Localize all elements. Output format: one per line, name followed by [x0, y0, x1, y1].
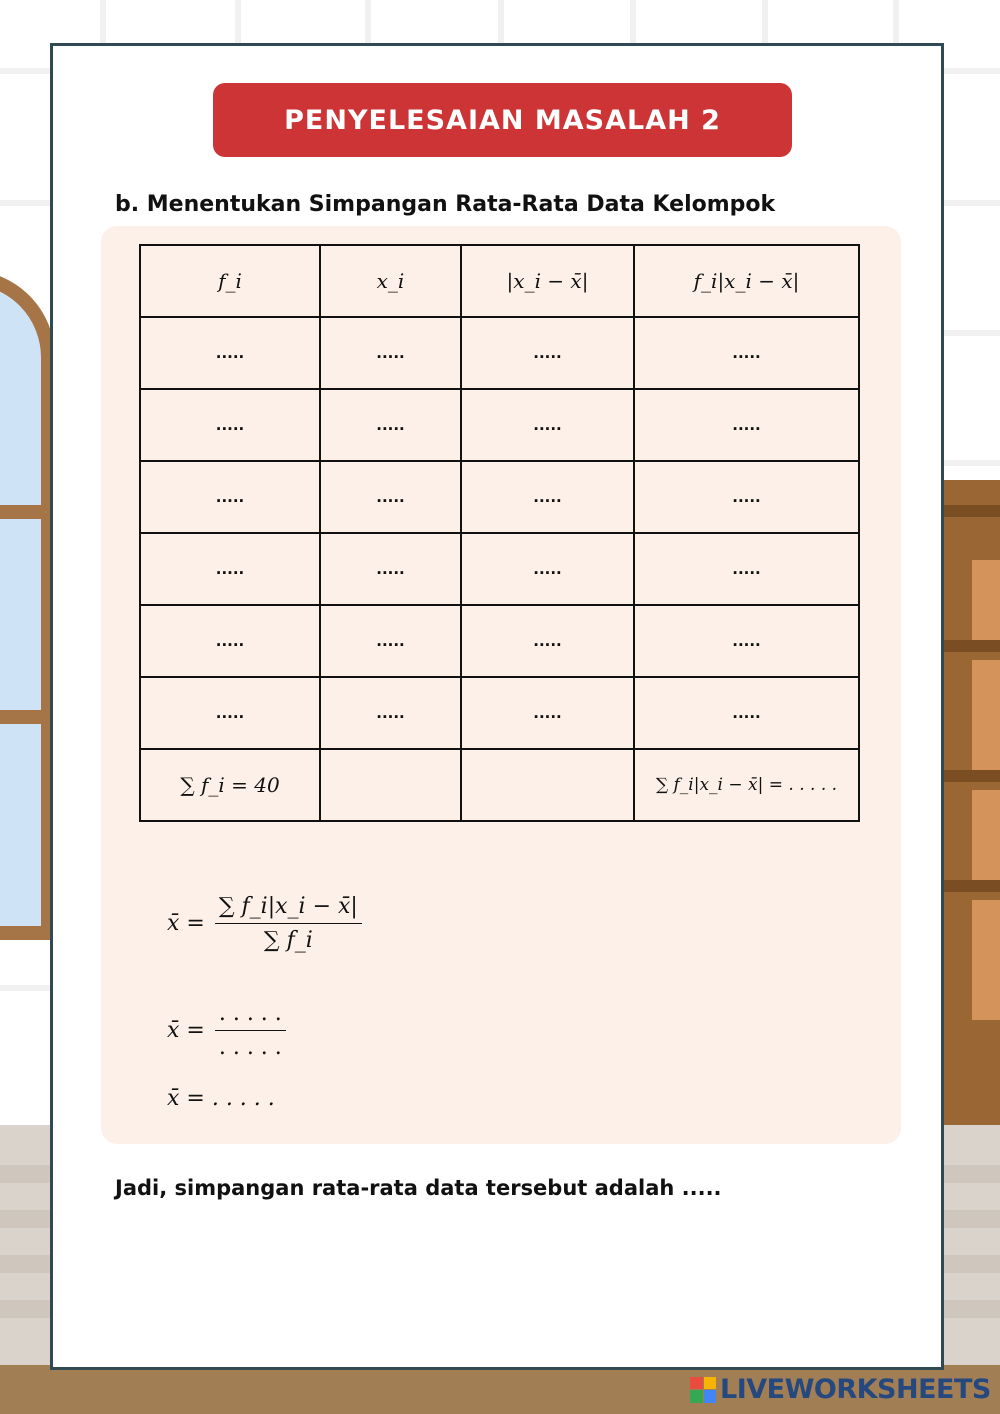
fraction-denominator: ∑ f_i [263, 928, 313, 953]
logo-tile [704, 1390, 717, 1403]
window-illustration [0, 270, 55, 940]
table-header-cell: f_i|x_i − x̄| [634, 245, 859, 317]
answer-cell[interactable]: ..... [461, 533, 634, 605]
answer-cell[interactable]: ..... [320, 677, 461, 749]
answer-cell[interactable]: ..... [140, 533, 320, 605]
fraction-numerator-blank[interactable]: . . . . . [215, 1001, 286, 1031]
table-header-cell: x_i [320, 245, 461, 317]
answer-cell[interactable]: ..... [634, 461, 859, 533]
answer-cell[interactable]: ..... [320, 389, 461, 461]
section-subtitle: b. Menentukan Simpangan Rata-Rata Data Kelompok [115, 192, 776, 217]
empty-cell [320, 749, 461, 821]
answer-cell[interactable]: ..... [140, 317, 320, 389]
answer-cell[interactable]: ..... [140, 605, 320, 677]
answer-cell[interactable]: ..... [461, 605, 634, 677]
conclusion-text: Jadi, simpangan rata-rata data tersebut adalah ..... [115, 1176, 722, 1200]
shelf-box [972, 560, 1000, 645]
shelf-box [972, 900, 1000, 1020]
data-table [139, 244, 860, 822]
shelf-plank [942, 505, 1000, 517]
answer-cell[interactable]: ..... [634, 317, 859, 389]
table-header-cell: |x_i − x̄| [461, 245, 634, 317]
formula-mean-deviation [167, 894, 362, 953]
logo-tile [704, 1377, 717, 1390]
fraction-denominator-blank[interactable]: . . . . . [218, 1035, 282, 1060]
page-title-banner: PENYELESAIAN MASALAH 2 [213, 83, 792, 157]
table-row [140, 533, 859, 605]
table-row [140, 461, 859, 533]
table-row [140, 389, 859, 461]
answer-cell[interactable]: ..... [634, 533, 859, 605]
answer-cell[interactable]: ..... [634, 677, 859, 749]
shelf-plank [942, 640, 1000, 652]
answer-cell[interactable]: ..... [140, 461, 320, 533]
formula-fill-in [167, 1001, 286, 1060]
sum-frequency-cell: ∑ f_i = 40 [140, 749, 320, 821]
answer-cell[interactable]: ..... [461, 389, 634, 461]
table-row [140, 605, 859, 677]
empty-cell [461, 749, 634, 821]
answer-cell[interactable]: ..... [320, 533, 461, 605]
fraction-numerator: ∑ f_i|x_i − x̄| [215, 894, 362, 924]
logo-tile [690, 1377, 703, 1390]
answer-cell[interactable]: ..... [461, 677, 634, 749]
shelf-box [972, 790, 1000, 880]
logo-tile [690, 1390, 703, 1403]
table-row [140, 677, 859, 749]
answer-cell[interactable]: ..... [634, 389, 859, 461]
answer-cell[interactable]: ..... [634, 605, 859, 677]
shelf-plank [942, 770, 1000, 782]
table-row [140, 317, 859, 389]
shelf-plank [942, 880, 1000, 892]
formula-result [167, 1086, 275, 1111]
table-footer-row [140, 749, 859, 821]
formula-result-text[interactable]: x̄ = . . . . . [167, 1086, 275, 1111]
formula-lhs: x̄ = [167, 911, 205, 936]
worksheet-card [50, 43, 944, 1370]
shelf-box [972, 660, 1000, 770]
answer-cell[interactable]: ..... [320, 461, 461, 533]
table-header-row [140, 245, 859, 317]
brand-name: LIVEWORKSHEETS [720, 1374, 991, 1405]
answer-cell[interactable]: ..... [320, 317, 461, 389]
liveworksheets-logo-icon [690, 1377, 716, 1403]
window-frame-bar [0, 505, 50, 519]
work-panel [101, 226, 901, 1144]
fraction [215, 894, 362, 953]
answer-cell[interactable]: ..... [461, 317, 634, 389]
liveworksheets-brand [690, 1374, 991, 1405]
formula-lhs: x̄ = [167, 1018, 205, 1043]
answer-cell[interactable]: ..... [140, 677, 320, 749]
fraction [215, 1001, 286, 1060]
answer-cell[interactable]: ..... [461, 461, 634, 533]
table-header-cell: f_i [140, 245, 320, 317]
answer-cell[interactable]: ..... [320, 605, 461, 677]
window-frame-bar [0, 710, 50, 724]
sum-deviation-cell[interactable]: ∑ f_i|x_i − x̄| = . . . . . [634, 749, 859, 821]
answer-cell[interactable]: ..... [140, 389, 320, 461]
